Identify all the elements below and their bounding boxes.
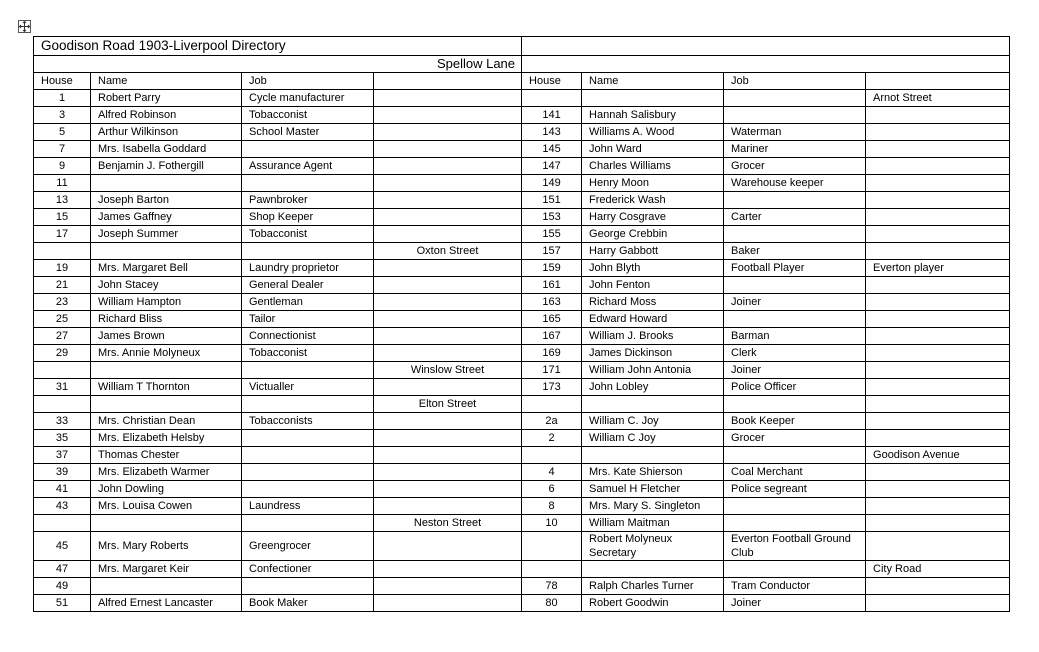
table-row: [34, 209, 1010, 226]
left-name-cell[interactable]: [91, 578, 242, 595]
right-street-cell[interactable]: [866, 209, 1010, 226]
table-row: [34, 243, 1010, 260]
right-street-cell[interactable]: [866, 175, 1010, 192]
right-job-cell[interactable]: [724, 90, 866, 107]
left-job-cell[interactable]: Gentleman: [242, 294, 374, 311]
right-name-cell[interactable]: William C. Joy: [582, 413, 724, 430]
left-job-cell[interactable]: [242, 515, 374, 532]
right-street-cell[interactable]: [866, 243, 1010, 260]
left-house-cell[interactable]: 47: [34, 561, 91, 578]
left-street-cell[interactable]: [374, 311, 522, 328]
left-street-cell[interactable]: Neston Street: [374, 515, 522, 532]
right-street-cell[interactable]: [866, 430, 1010, 447]
table-row: [34, 260, 1010, 277]
left-house-cell[interactable]: 1: [34, 90, 91, 107]
left-house-cell[interactable]: 19: [34, 260, 91, 277]
left-name-cell[interactable]: Richard Bliss: [91, 311, 242, 328]
left-house-cell[interactable]: 13: [34, 192, 91, 209]
right-name-cell[interactable]: [582, 90, 724, 107]
right-job-cell[interactable]: Grocer: [724, 158, 866, 175]
left-street-cell[interactable]: [374, 294, 522, 311]
right-street-cell[interactable]: [866, 311, 1010, 328]
table-row: [34, 532, 1010, 561]
left-job-cell[interactable]: [242, 243, 374, 260]
left-job-cell[interactable]: School Master: [242, 124, 374, 141]
left-house-cell[interactable]: 7: [34, 141, 91, 158]
table-move-handle-icon[interactable]: [18, 20, 31, 33]
right-house-cell[interactable]: 159: [522, 260, 582, 277]
table-row: [34, 447, 1010, 464]
left-name-cell[interactable]: Joseph Summer: [91, 226, 242, 243]
right-job-cell[interactable]: [724, 447, 866, 464]
right-job-cell[interactable]: Clerk: [724, 345, 866, 362]
left-house-cell[interactable]: 43: [34, 498, 91, 515]
table-row: [34, 158, 1010, 175]
left-street-cell[interactable]: [374, 532, 522, 561]
right-name-cell[interactable]: William C Joy: [582, 430, 724, 447]
left-house-cell[interactable]: 45: [34, 532, 91, 561]
left-house-cell[interactable]: 9: [34, 158, 91, 175]
left-name-cell[interactable]: John Dowling: [91, 481, 242, 498]
table-row: [34, 328, 1010, 345]
right-job-cell[interactable]: [724, 498, 866, 515]
left-house-cell[interactable]: 5: [34, 124, 91, 141]
left-name-cell[interactable]: James Brown: [91, 328, 242, 345]
left-street-cell[interactable]: [374, 90, 522, 107]
left-street-cell[interactable]: [374, 430, 522, 447]
right-house-cell[interactable]: 8: [522, 498, 582, 515]
right-house-cell[interactable]: 167: [522, 328, 582, 345]
right-house-cell[interactable]: 78: [522, 578, 582, 595]
right-name-cell[interactable]: Charles Williams: [582, 158, 724, 175]
right-street-cell[interactable]: [866, 294, 1010, 311]
table-row: [34, 379, 1010, 396]
table-row: [34, 141, 1010, 158]
left-house-cell[interactable]: 41: [34, 481, 91, 498]
left-job-cell[interactable]: Tobacconist: [242, 345, 374, 362]
left-job-cell[interactable]: Laundry proprietor: [242, 260, 374, 277]
left-job-cell[interactable]: [242, 481, 374, 498]
left-name-cell[interactable]: Mrs. Margaret Keir: [91, 561, 242, 578]
right-name-cell[interactable]: Harry Cosgrave: [582, 209, 724, 226]
left-job-cell[interactable]: [242, 362, 374, 379]
left-job-cell[interactable]: Confectioner: [242, 561, 374, 578]
right-street-cell[interactable]: [866, 192, 1010, 209]
left-street-cell[interactable]: [374, 345, 522, 362]
right-house-cell[interactable]: 143: [522, 124, 582, 141]
table-row: [34, 498, 1010, 515]
right-house-cell[interactable]: 80: [522, 595, 582, 612]
table-row: [34, 107, 1010, 124]
right-job-cell[interactable]: [724, 192, 866, 209]
right-job-cell[interactable]: Tram Conductor: [724, 578, 866, 595]
right-name-cell[interactable]: Mrs. Mary S. Singleton: [582, 498, 724, 515]
header-right-house[interactable]: House: [522, 73, 582, 90]
right-name-cell[interactable]: [582, 561, 724, 578]
table-row: [34, 430, 1010, 447]
right-name-cell[interactable]: Harry Gabbott: [582, 243, 724, 260]
left-name-cell[interactable]: Mrs. Annie Molyneux: [91, 345, 242, 362]
left-name-cell[interactable]: Thomas Chester: [91, 447, 242, 464]
table-row: [34, 464, 1010, 481]
right-job-cell[interactable]: Waterman: [724, 124, 866, 141]
left-street-cell[interactable]: [374, 413, 522, 430]
header-left-house[interactable]: House: [34, 73, 91, 90]
table-row: [34, 362, 1010, 379]
right-house-cell[interactable]: [522, 561, 582, 578]
left-name-cell[interactable]: Mrs. Louisa Cowen: [91, 498, 242, 515]
table-row: [34, 294, 1010, 311]
left-street-cell[interactable]: [374, 260, 522, 277]
right-name-cell[interactable]: Henry Moon: [582, 175, 724, 192]
left-job-cell[interactable]: [242, 430, 374, 447]
left-job-cell[interactable]: Tailor: [242, 311, 374, 328]
right-street-cell[interactable]: [866, 141, 1010, 158]
right-street-cell[interactable]: [866, 532, 1010, 561]
right-job-cell[interactable]: Carter: [724, 209, 866, 226]
table-row: [34, 124, 1010, 141]
header-right-street[interactable]: [866, 73, 1010, 90]
right-name-cell[interactable]: William John Antonia: [582, 362, 724, 379]
right-job-cell[interactable]: Coal Merchant: [724, 464, 866, 481]
right-job-cell[interactable]: Warehouse keeper: [724, 175, 866, 192]
right-house-cell[interactable]: [522, 447, 582, 464]
table-row: [34, 90, 1010, 107]
right-job-cell[interactable]: Police segreant: [724, 481, 866, 498]
title-row: [34, 37, 1010, 56]
left-street-cell[interactable]: [374, 209, 522, 226]
page-title[interactable]: Goodison Road 1903-Liverpool Directory: [34, 37, 522, 56]
right-job-cell[interactable]: Joiner: [724, 294, 866, 311]
left-house-cell[interactable]: [34, 362, 91, 379]
left-job-cell[interactable]: Assurance Agent: [242, 158, 374, 175]
left-name-cell[interactable]: Mrs. Elizabeth Helsby: [91, 430, 242, 447]
left-house-cell[interactable]: [34, 396, 91, 413]
left-house-cell[interactable]: [34, 515, 91, 532]
left-name-cell[interactable]: [91, 243, 242, 260]
table-row: [34, 578, 1010, 595]
left-name-cell[interactable]: [91, 396, 242, 413]
left-house-cell[interactable]: 33: [34, 413, 91, 430]
left-job-cell[interactable]: General Dealer: [242, 277, 374, 294]
right-house-cell[interactable]: 4: [522, 464, 582, 481]
left-name-cell[interactable]: Arthur Wilkinson: [91, 124, 242, 141]
right-house-cell[interactable]: 6: [522, 481, 582, 498]
right-house-cell[interactable]: 147: [522, 158, 582, 175]
table-row: [34, 413, 1010, 430]
right-street-cell[interactable]: [866, 277, 1010, 294]
left-street-cell[interactable]: [374, 158, 522, 175]
left-house-cell[interactable]: 3: [34, 107, 91, 124]
right-name-cell[interactable]: John Fenton: [582, 277, 724, 294]
left-street-cell[interactable]: [374, 107, 522, 124]
left-name-cell[interactable]: William Hampton: [91, 294, 242, 311]
left-name-cell[interactable]: James Gaffney: [91, 209, 242, 226]
left-house-cell[interactable]: 37: [34, 447, 91, 464]
right-name-cell[interactable]: Robert Molyneux Secretary: [582, 532, 724, 561]
right-house-cell[interactable]: 163: [522, 294, 582, 311]
left-street-cell[interactable]: [374, 447, 522, 464]
right-house-cell[interactable]: 153: [522, 209, 582, 226]
right-street-cell[interactable]: [866, 107, 1010, 124]
right-house-cell[interactable]: 2: [522, 430, 582, 447]
left-house-cell[interactable]: 39: [34, 464, 91, 481]
left-house-cell[interactable]: [34, 243, 91, 260]
right-street-cell[interactable]: [866, 226, 1010, 243]
right-name-cell[interactable]: Edward Howard: [582, 311, 724, 328]
right-name-cell[interactable]: John Ward: [582, 141, 724, 158]
right-street-cell[interactable]: [866, 595, 1010, 612]
table-row: [34, 561, 1010, 578]
left-house-cell[interactable]: 27: [34, 328, 91, 345]
left-house-cell[interactable]: 21: [34, 277, 91, 294]
right-job-cell[interactable]: [724, 226, 866, 243]
directory-table: [33, 36, 1010, 612]
right-name-cell[interactable]: Richard Moss: [582, 294, 724, 311]
header-left-name[interactable]: Name: [91, 73, 242, 90]
right-name-cell[interactable]: John Blyth: [582, 260, 724, 277]
left-job-cell[interactable]: Tobacconist: [242, 107, 374, 124]
right-name-cell[interactable]: Mrs. Kate Shierson: [582, 464, 724, 481]
right-street-cell[interactable]: [866, 158, 1010, 175]
left-job-cell[interactable]: [242, 447, 374, 464]
left-house-cell[interactable]: 25: [34, 311, 91, 328]
right-house-cell[interactable]: [522, 532, 582, 561]
table-row: [34, 345, 1010, 362]
left-job-cell[interactable]: Shop Keeper: [242, 209, 374, 226]
left-job-cell[interactable]: [242, 396, 374, 413]
right-house-cell[interactable]: 173: [522, 379, 582, 396]
right-name-cell[interactable]: Robert Goodwin: [582, 595, 724, 612]
left-street-cell[interactable]: Oxton Street: [374, 243, 522, 260]
left-name-cell[interactable]: [91, 175, 242, 192]
left-job-cell[interactable]: Greengrocer: [242, 532, 374, 561]
left-street-cell[interactable]: Winslow Street: [374, 362, 522, 379]
left-job-cell[interactable]: Book Maker: [242, 595, 374, 612]
subtitle-right-cell[interactable]: [522, 56, 1010, 73]
right-name-cell[interactable]: Williams A. Wood: [582, 124, 724, 141]
right-street-cell[interactable]: City Road: [866, 561, 1010, 578]
right-house-cell[interactable]: [522, 90, 582, 107]
left-job-cell[interactable]: [242, 464, 374, 481]
right-house-cell[interactable]: [522, 396, 582, 413]
right-house-cell[interactable]: 2a: [522, 413, 582, 430]
left-name-cell[interactable]: Mrs. Mary Roberts: [91, 532, 242, 561]
table-row: [34, 595, 1010, 612]
right-street-cell[interactable]: [866, 345, 1010, 362]
right-job-cell[interactable]: [724, 396, 866, 413]
right-job-cell[interactable]: Barman: [724, 328, 866, 345]
left-street-cell[interactable]: [374, 124, 522, 141]
left-job-cell[interactable]: Connectionist: [242, 328, 374, 345]
right-name-cell[interactable]: Frederick Wash: [582, 192, 724, 209]
right-street-cell[interactable]: [866, 328, 1010, 345]
right-name-cell[interactable]: [582, 447, 724, 464]
left-job-cell[interactable]: [242, 175, 374, 192]
left-house-cell[interactable]: 31: [34, 379, 91, 396]
right-name-cell[interactable]: Ralph Charles Turner: [582, 578, 724, 595]
left-name-cell[interactable]: Mrs. Margaret Bell: [91, 260, 242, 277]
right-job-cell[interactable]: [724, 515, 866, 532]
header-right-job[interactable]: Job: [724, 73, 866, 90]
right-house-cell[interactable]: 165: [522, 311, 582, 328]
right-job-cell[interactable]: Grocer: [724, 430, 866, 447]
right-street-cell[interactable]: [866, 413, 1010, 430]
left-street-cell[interactable]: [374, 141, 522, 158]
right-name-cell[interactable]: William J. Brooks: [582, 328, 724, 345]
left-house-cell[interactable]: 17: [34, 226, 91, 243]
right-house-cell[interactable]: 151: [522, 192, 582, 209]
right-street-cell[interactable]: Everton player: [866, 260, 1010, 277]
left-name-cell[interactable]: John Stacey: [91, 277, 242, 294]
right-job-cell[interactable]: [724, 277, 866, 294]
right-name-cell[interactable]: George Crebbin: [582, 226, 724, 243]
left-street-cell[interactable]: Elton Street: [374, 396, 522, 413]
table-row: [34, 311, 1010, 328]
title-right-cell[interactable]: [522, 37, 1010, 56]
left-house-cell[interactable]: 15: [34, 209, 91, 226]
right-house-cell[interactable]: 161: [522, 277, 582, 294]
left-house-cell[interactable]: 29: [34, 345, 91, 362]
left-street-cell[interactable]: [374, 578, 522, 595]
left-name-cell[interactable]: Mrs. Elizabeth Warmer: [91, 464, 242, 481]
left-house-cell[interactable]: 49: [34, 578, 91, 595]
right-name-cell[interactable]: James Dickinson: [582, 345, 724, 362]
left-name-cell[interactable]: Joseph Barton: [91, 192, 242, 209]
left-name-cell[interactable]: [91, 362, 242, 379]
right-street-cell[interactable]: [866, 515, 1010, 532]
table-row: [34, 192, 1010, 209]
left-job-cell[interactable]: Pawnbroker: [242, 192, 374, 209]
left-house-cell[interactable]: 51: [34, 595, 91, 612]
right-street-cell[interactable]: Arnot Street: [866, 90, 1010, 107]
right-house-cell[interactable]: 157: [522, 243, 582, 260]
right-street-cell[interactable]: [866, 578, 1010, 595]
header-left-job[interactable]: Job: [242, 73, 374, 90]
right-house-cell[interactable]: 171: [522, 362, 582, 379]
left-street-cell[interactable]: [374, 379, 522, 396]
right-job-cell[interactable]: Joiner: [724, 595, 866, 612]
table-row: [34, 515, 1010, 532]
right-job-cell[interactable]: Joiner: [724, 362, 866, 379]
left-street-cell[interactable]: [374, 595, 522, 612]
right-job-cell[interactable]: Mariner: [724, 141, 866, 158]
right-house-cell[interactable]: 155: [522, 226, 582, 243]
right-street-cell[interactable]: [866, 124, 1010, 141]
left-street-cell[interactable]: [374, 277, 522, 294]
header-right-name[interactable]: Name: [582, 73, 724, 90]
left-street-cell[interactable]: [374, 226, 522, 243]
left-street-cell[interactable]: [374, 464, 522, 481]
left-name-cell[interactable]: Alfred Robinson: [91, 107, 242, 124]
left-street-cell[interactable]: [374, 498, 522, 515]
right-street-cell[interactable]: [866, 498, 1010, 515]
header-left-street[interactable]: [374, 73, 522, 90]
left-job-cell[interactable]: Victualler: [242, 379, 374, 396]
right-street-cell[interactable]: Goodison Avenue: [866, 447, 1010, 464]
table-row: [34, 277, 1010, 294]
right-job-cell[interactable]: [724, 107, 866, 124]
right-house-cell[interactable]: 169: [522, 345, 582, 362]
left-name-cell[interactable]: Mrs. Christian Dean: [91, 413, 242, 430]
right-street-cell[interactable]: [866, 481, 1010, 498]
left-house-cell[interactable]: 35: [34, 430, 91, 447]
left-name-cell[interactable]: Mrs. Isabella Goddard: [91, 141, 242, 158]
right-street-cell[interactable]: [866, 396, 1010, 413]
left-name-cell[interactable]: Alfred Ernest Lancaster: [91, 595, 242, 612]
left-street-cell[interactable]: [374, 175, 522, 192]
right-name-cell[interactable]: William Maitman: [582, 515, 724, 532]
left-street-cell[interactable]: [374, 561, 522, 578]
left-name-cell[interactable]: Benjamin J. Fothergill: [91, 158, 242, 175]
left-job-cell[interactable]: [242, 141, 374, 158]
right-job-cell[interactable]: Book Keeper: [724, 413, 866, 430]
right-name-cell[interactable]: Samuel H Fletcher: [582, 481, 724, 498]
right-street-cell[interactable]: [866, 464, 1010, 481]
left-job-cell[interactable]: Tobacconist: [242, 226, 374, 243]
left-name-cell[interactable]: Robert Parry: [91, 90, 242, 107]
right-name-cell[interactable]: John Lobley: [582, 379, 724, 396]
left-name-cell[interactable]: William T Thornton: [91, 379, 242, 396]
right-job-cell[interactable]: [724, 561, 866, 578]
left-job-cell[interactable]: Tobacconists: [242, 413, 374, 430]
left-job-cell[interactable]: Cycle manufacturer: [242, 90, 374, 107]
right-name-cell[interactable]: Hannah Salisbury: [582, 107, 724, 124]
table-row: [34, 175, 1010, 192]
right-house-cell[interactable]: 10: [522, 515, 582, 532]
right-house-cell[interactable]: 145: [522, 141, 582, 158]
left-name-cell[interactable]: [91, 515, 242, 532]
right-job-cell[interactable]: Everton Football Ground Club: [724, 532, 866, 561]
right-job-cell[interactable]: [724, 311, 866, 328]
subtitle-row: [34, 56, 1010, 73]
right-job-cell[interactable]: Police Officer: [724, 379, 866, 396]
left-job-cell[interactable]: [242, 578, 374, 595]
left-street-cell[interactable]: [374, 328, 522, 345]
header-row: [34, 73, 1010, 90]
right-house-cell[interactable]: 141: [522, 107, 582, 124]
table-row: [34, 396, 1010, 413]
left-street-cell[interactable]: [374, 481, 522, 498]
right-street-cell[interactable]: [866, 362, 1010, 379]
right-street-cell[interactable]: [866, 379, 1010, 396]
right-name-cell[interactable]: [582, 396, 724, 413]
right-house-cell[interactable]: 149: [522, 175, 582, 192]
table-row: [34, 226, 1010, 243]
right-job-cell[interactable]: Football Player: [724, 260, 866, 277]
table-row: [34, 481, 1010, 498]
right-job-cell[interactable]: Baker: [724, 243, 866, 260]
left-street-cell[interactable]: [374, 192, 522, 209]
left-job-cell[interactable]: Laundress: [242, 498, 374, 515]
left-house-cell[interactable]: 23: [34, 294, 91, 311]
left-house-cell[interactable]: 11: [34, 175, 91, 192]
subtitle[interactable]: Spellow Lane: [34, 56, 522, 73]
